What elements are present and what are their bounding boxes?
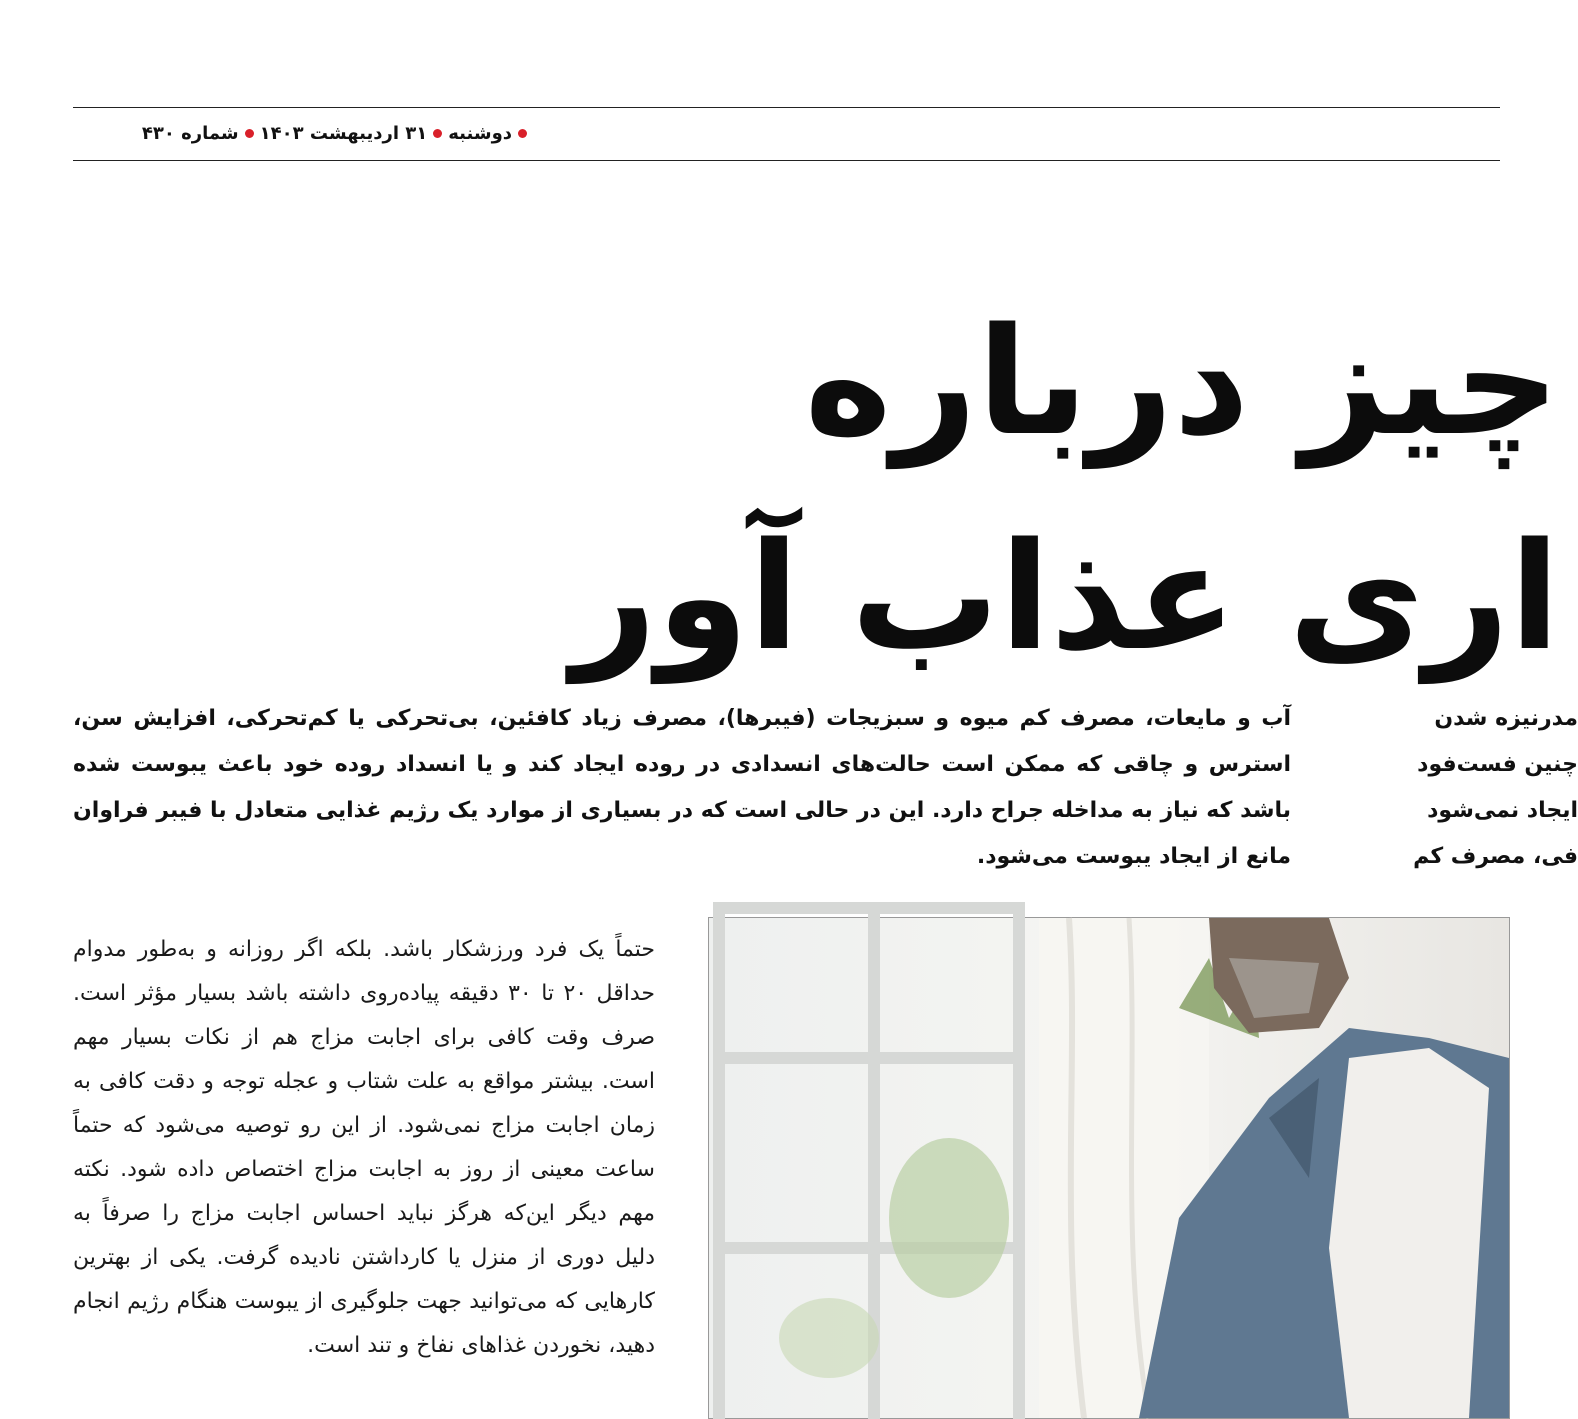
article-photo: [708, 917, 1510, 1419]
headline: [560, 275, 1560, 704]
red-bullet-icon: [433, 129, 442, 138]
man-by-window-photo: [709, 918, 1509, 1418]
lead-side-line: چنین فست‌فود: [1417, 752, 1578, 777]
red-bullet-icon: [518, 129, 527, 138]
lead-side-line: مدرنیزه شدن: [1434, 706, 1578, 731]
issue-date: ۳۱ اردیبهشت ۱۴۰۳: [259, 122, 428, 144]
lead-side-line: ایجاد نمی‌شود: [1427, 798, 1578, 823]
lead-paragraph: آب و مایعات، مصرف کم میوه و سبزیجات (فیبرها)، مصرف زیاد کافئین، بی‌تحرکی یا کم‌تحرکی، افزایش سن، استرس و چاقی که ممکن است حالت‌های انسدادی در روده ایجاد کند و یا انسداد روده خود باعث یبوست شده باشد که نیاز به مداخله جراح دارد. این در حالی است که در بسیاری از موارد یک رژیم غذایی متعادل با فیبر فراوان مانع از ایجاد یبوست می‌شود.: [73, 706, 1291, 869]
headline-line-1: چیز درباره: [804, 296, 1560, 468]
man-white-tshirt: [1329, 1048, 1489, 1418]
body-text-column: حتماً یک فرد ورزشکار باشد. بلکه اگر روزانه و به‌طور مدوام حداقل ۲۰ تا ۳۰ دقیقه پیاده‌روی داشته باشد بسیار مؤثر است. صرف وقت کافی برای اجابت مزاج هم از نکات بسیار مهم است. بیشتر مواقع به علت شتاب و عجله توجه و دقت کافی به زمان اجابت مزاج نمی‌شود. از این رو توصیه می‌شود که حتماً ساعت معینی از روز به اجابت مزاج اختصاص داده شود. نکته مهم دیگر این‌که هرگز نباید احساس اجابت مزاج را صرفاً به دلیل دوری از منزل یا کارداشتن نادیده گرفت. یکی از بهترین کارهایی که می‌توانید جهت جلوگیری از یبوست هنگام رژیم انجام دهید، نخوردن غذاهای نفاخ و تند است.: [73, 937, 655, 1358]
plant-blur: [889, 1138, 1009, 1298]
issue-day: دوشنبه: [448, 122, 512, 144]
issue-number: شماره ۴۳۰: [141, 122, 239, 144]
lead-side-column: [1338, 696, 1578, 880]
lead-side-line: فی، مصرف کم: [1413, 844, 1578, 869]
header-top-rule: [73, 107, 1500, 108]
issue-info-bar: [73, 116, 533, 150]
red-bullet-icon: [245, 129, 254, 138]
headline-line-2: اری عذاب آور: [571, 510, 1560, 683]
header-bottom-rule: [73, 160, 1500, 161]
